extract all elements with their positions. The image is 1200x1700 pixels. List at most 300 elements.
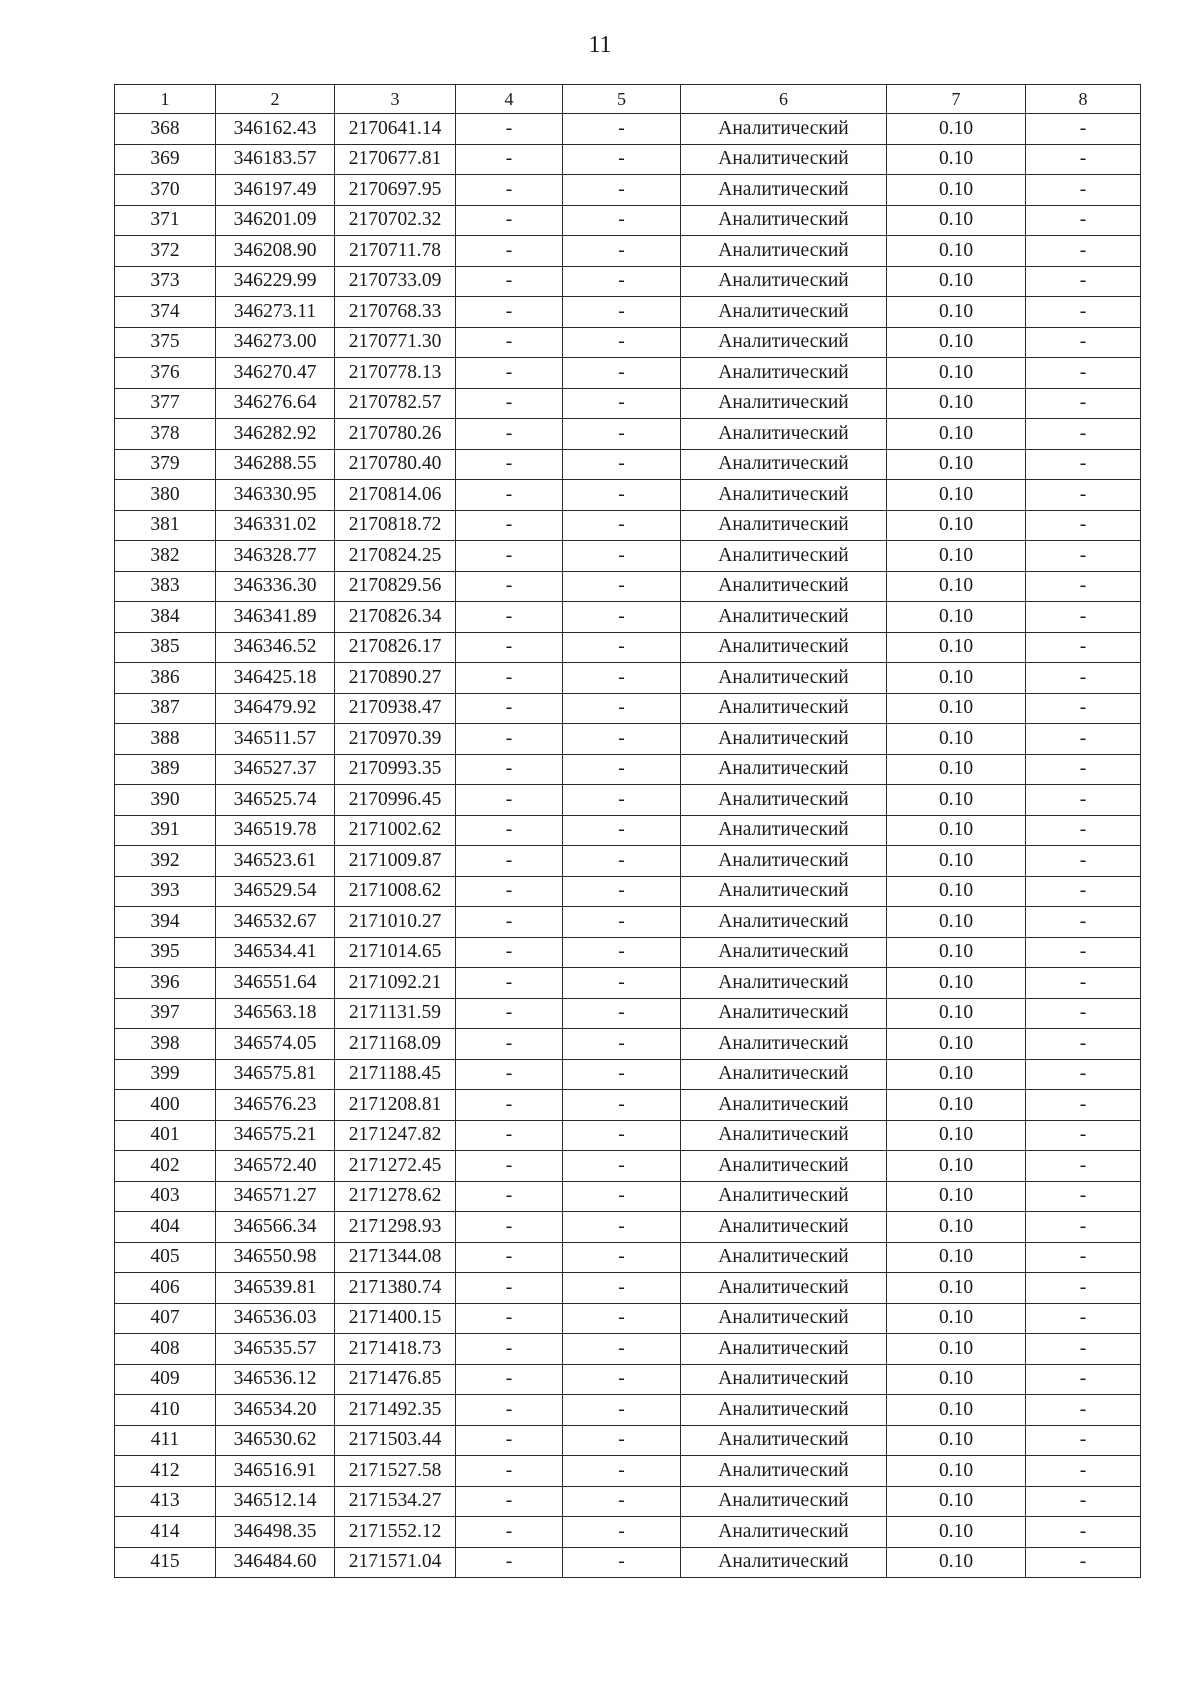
header-row bbox=[115, 85, 1141, 114]
table-row bbox=[115, 632, 1141, 663]
table-cell: 372 bbox=[115, 236, 216, 267]
table-cell: 0.10 bbox=[887, 1547, 1026, 1578]
table-cell: 346575.81 bbox=[216, 1059, 335, 1090]
table-cell: 346550.98 bbox=[216, 1242, 335, 1273]
table-cell: - bbox=[563, 846, 681, 877]
table-row bbox=[115, 1120, 1141, 1151]
table-cell: - bbox=[1026, 1273, 1141, 1304]
table-row bbox=[115, 1181, 1141, 1212]
table-cell: Аналитический bbox=[681, 144, 887, 175]
table-row bbox=[115, 846, 1141, 877]
table-cell: 405 bbox=[115, 1242, 216, 1273]
table-row bbox=[115, 1425, 1141, 1456]
table-cell: 2171008.62 bbox=[335, 876, 456, 907]
table-row bbox=[115, 876, 1141, 907]
table-cell: - bbox=[563, 1364, 681, 1395]
table-row bbox=[115, 937, 1141, 968]
table-cell: 412 bbox=[115, 1456, 216, 1487]
table-cell: 346519.78 bbox=[216, 815, 335, 846]
table-cell: Аналитический bbox=[681, 907, 887, 938]
table-cell: - bbox=[563, 1303, 681, 1334]
table-cell: 403 bbox=[115, 1181, 216, 1212]
table-row bbox=[115, 1273, 1141, 1304]
table-cell: - bbox=[456, 236, 563, 267]
table-cell: 2171571.04 bbox=[335, 1547, 456, 1578]
table-cell: 346529.54 bbox=[216, 876, 335, 907]
table-cell: 2171208.81 bbox=[335, 1090, 456, 1121]
table-cell: Аналитический bbox=[681, 327, 887, 358]
table-cell: Аналитический bbox=[681, 114, 887, 145]
table-cell: 0.10 bbox=[887, 937, 1026, 968]
table-cell: - bbox=[456, 1029, 563, 1060]
table-cell: Аналитический bbox=[681, 815, 887, 846]
table-cell: - bbox=[563, 907, 681, 938]
table-cell: - bbox=[456, 266, 563, 297]
table-cell: 391 bbox=[115, 815, 216, 846]
table-cell: 404 bbox=[115, 1212, 216, 1243]
table-cell: 0.10 bbox=[887, 724, 1026, 755]
table-cell: 2170702.32 bbox=[335, 205, 456, 236]
table-cell: Аналитический bbox=[681, 236, 887, 267]
column-header: 3 bbox=[335, 85, 456, 114]
table-cell: - bbox=[456, 1486, 563, 1517]
table-cell: - bbox=[456, 1425, 563, 1456]
table-cell: 390 bbox=[115, 785, 216, 816]
table-cell: - bbox=[1026, 1425, 1141, 1456]
column-header: 2 bbox=[216, 85, 335, 114]
table-cell: - bbox=[1026, 175, 1141, 206]
table-cell: 346331.02 bbox=[216, 510, 335, 541]
table-cell: 2171418.73 bbox=[335, 1334, 456, 1365]
table-cell: 346201.09 bbox=[216, 205, 335, 236]
table-cell: - bbox=[563, 1151, 681, 1182]
table-cell: - bbox=[456, 632, 563, 663]
table-cell: 368 bbox=[115, 114, 216, 145]
table-cell: 2171552.12 bbox=[335, 1517, 456, 1548]
table-cell: 346276.64 bbox=[216, 388, 335, 419]
table-cell: - bbox=[456, 876, 563, 907]
table-cell: 381 bbox=[115, 510, 216, 541]
table-cell: - bbox=[1026, 937, 1141, 968]
table-cell: - bbox=[456, 541, 563, 572]
table-cell: 2170733.09 bbox=[335, 266, 456, 297]
table-cell: 346566.34 bbox=[216, 1212, 335, 1243]
table-cell: - bbox=[563, 205, 681, 236]
table-cell: - bbox=[1026, 114, 1141, 145]
table-cell: 346527.37 bbox=[216, 754, 335, 785]
table-cell: - bbox=[563, 1395, 681, 1426]
table-cell: - bbox=[456, 297, 563, 328]
table-cell: - bbox=[456, 754, 563, 785]
table-cell: - bbox=[1026, 1517, 1141, 1548]
table-cell: Аналитический bbox=[681, 1242, 887, 1273]
table-row bbox=[115, 968, 1141, 999]
table-cell: 383 bbox=[115, 571, 216, 602]
table-cell: 379 bbox=[115, 449, 216, 480]
table-cell: 0.10 bbox=[887, 571, 1026, 602]
table-cell: - bbox=[1026, 1212, 1141, 1243]
table-cell: 2171492.35 bbox=[335, 1395, 456, 1426]
table-cell: Аналитический bbox=[681, 1212, 887, 1243]
table-cell: - bbox=[563, 541, 681, 572]
table-cell: 0.10 bbox=[887, 541, 1026, 572]
table-cell: - bbox=[456, 1517, 563, 1548]
table-cell: Аналитический bbox=[681, 1395, 887, 1426]
table-cell: Аналитический bbox=[681, 968, 887, 999]
table-cell: 2170938.47 bbox=[335, 693, 456, 724]
table-cell: - bbox=[563, 1212, 681, 1243]
table-cell: - bbox=[456, 205, 563, 236]
table-cell: - bbox=[1026, 358, 1141, 389]
table-cell: 346511.57 bbox=[216, 724, 335, 755]
table-cell: - bbox=[563, 754, 681, 785]
table-cell: - bbox=[1026, 968, 1141, 999]
table-row bbox=[115, 1395, 1141, 1426]
table-cell: - bbox=[1026, 327, 1141, 358]
table-cell: 346162.43 bbox=[216, 114, 335, 145]
table-cell: 401 bbox=[115, 1120, 216, 1151]
table-cell: Аналитический bbox=[681, 1303, 887, 1334]
table-cell: 380 bbox=[115, 480, 216, 511]
table-cell: - bbox=[456, 724, 563, 755]
table-row bbox=[115, 419, 1141, 450]
table-cell: - bbox=[1026, 236, 1141, 267]
table-cell: 375 bbox=[115, 327, 216, 358]
table-cell: 346282.92 bbox=[216, 419, 335, 450]
table-cell: 0.10 bbox=[887, 175, 1026, 206]
table-cell: 2171272.45 bbox=[335, 1151, 456, 1182]
table-cell: - bbox=[563, 937, 681, 968]
table-cell: 384 bbox=[115, 602, 216, 633]
table-cell: - bbox=[1026, 1242, 1141, 1273]
table-cell: - bbox=[1026, 1029, 1141, 1060]
coordinates-table bbox=[114, 84, 1141, 1578]
table-cell: 346530.62 bbox=[216, 1425, 335, 1456]
table-cell: 2170890.27 bbox=[335, 663, 456, 694]
table-row bbox=[115, 1242, 1141, 1273]
table-cell: - bbox=[456, 1181, 563, 1212]
table-cell: Аналитический bbox=[681, 419, 887, 450]
table-cell: - bbox=[1026, 632, 1141, 663]
table-cell: - bbox=[563, 1273, 681, 1304]
table-cell: - bbox=[1026, 693, 1141, 724]
table-cell: - bbox=[456, 114, 563, 145]
table-cell: 0.10 bbox=[887, 846, 1026, 877]
table-cell: 346288.55 bbox=[216, 449, 335, 480]
table-cell: 346512.14 bbox=[216, 1486, 335, 1517]
table-row bbox=[115, 1303, 1141, 1334]
table-cell: 0.10 bbox=[887, 388, 1026, 419]
table-cell: 346484.60 bbox=[216, 1547, 335, 1578]
table-cell: 2170826.17 bbox=[335, 632, 456, 663]
table-cell: 0.10 bbox=[887, 1334, 1026, 1365]
table-cell: 2170818.72 bbox=[335, 510, 456, 541]
table-cell: - bbox=[456, 1242, 563, 1273]
table-cell: - bbox=[456, 510, 563, 541]
table-cell: 2171476.85 bbox=[335, 1364, 456, 1395]
table-cell: 413 bbox=[115, 1486, 216, 1517]
table-cell: 382 bbox=[115, 541, 216, 572]
table-cell: 2170782.57 bbox=[335, 388, 456, 419]
table-cell: 2170993.35 bbox=[335, 754, 456, 785]
table-cell: - bbox=[563, 1029, 681, 1060]
table-row bbox=[115, 1334, 1141, 1365]
table-cell: Аналитический bbox=[681, 297, 887, 328]
table-cell: Аналитический bbox=[681, 1486, 887, 1517]
table-cell: - bbox=[456, 175, 563, 206]
table-cell: 0.10 bbox=[887, 785, 1026, 816]
table-cell: - bbox=[456, 998, 563, 1029]
table-cell: Аналитический bbox=[681, 998, 887, 1029]
table-cell: 392 bbox=[115, 846, 216, 877]
table-cell: Аналитический bbox=[681, 1425, 887, 1456]
table-cell: Аналитический bbox=[681, 754, 887, 785]
table-cell: 346534.41 bbox=[216, 937, 335, 968]
table-cell: 2170641.14 bbox=[335, 114, 456, 145]
table-row bbox=[115, 358, 1141, 389]
table-cell: 2170829.56 bbox=[335, 571, 456, 602]
table-cell: 346576.23 bbox=[216, 1090, 335, 1121]
table-cell: 0.10 bbox=[887, 1212, 1026, 1243]
table-cell: - bbox=[563, 1334, 681, 1365]
table-cell: - bbox=[563, 297, 681, 328]
table-row bbox=[115, 144, 1141, 175]
table-cell: 346341.89 bbox=[216, 602, 335, 633]
table-cell: 394 bbox=[115, 907, 216, 938]
table-cell: 2171527.58 bbox=[335, 1456, 456, 1487]
table-cell: 2170780.40 bbox=[335, 449, 456, 480]
table-cell: 0.10 bbox=[887, 1395, 1026, 1426]
table-cell: 0.10 bbox=[887, 754, 1026, 785]
table-cell: - bbox=[563, 1456, 681, 1487]
table-cell: Аналитический bbox=[681, 632, 887, 663]
table-cell: 0.10 bbox=[887, 1120, 1026, 1151]
table-cell: 2170771.30 bbox=[335, 327, 456, 358]
table-cell: 2171278.62 bbox=[335, 1181, 456, 1212]
table-cell: 406 bbox=[115, 1273, 216, 1304]
table-cell: 400 bbox=[115, 1090, 216, 1121]
table-cell: - bbox=[563, 1547, 681, 1578]
table-cell: 346270.47 bbox=[216, 358, 335, 389]
table-cell: 0.10 bbox=[887, 297, 1026, 328]
table-cell: 346208.90 bbox=[216, 236, 335, 267]
table-cell: - bbox=[1026, 144, 1141, 175]
table-cell: Аналитический bbox=[681, 480, 887, 511]
table-cell: 0.10 bbox=[887, 876, 1026, 907]
table-cell: - bbox=[1026, 571, 1141, 602]
table-cell: Аналитический bbox=[681, 510, 887, 541]
table-cell: 0.10 bbox=[887, 114, 1026, 145]
table-row bbox=[115, 1486, 1141, 1517]
table-row bbox=[115, 602, 1141, 633]
table-cell: - bbox=[563, 693, 681, 724]
table-cell: - bbox=[563, 663, 681, 694]
table-cell: 0.10 bbox=[887, 907, 1026, 938]
table-cell: 2170778.13 bbox=[335, 358, 456, 389]
table-row bbox=[115, 663, 1141, 694]
table-cell: 346523.61 bbox=[216, 846, 335, 877]
table-cell: - bbox=[563, 1059, 681, 1090]
table-cell: Аналитический bbox=[681, 1273, 887, 1304]
table-cell: 346575.21 bbox=[216, 1120, 335, 1151]
page-number: 11 bbox=[588, 32, 612, 58]
table-cell: 414 bbox=[115, 1517, 216, 1548]
table-cell: 398 bbox=[115, 1029, 216, 1060]
table-cell: 346197.49 bbox=[216, 175, 335, 206]
table-cell: - bbox=[563, 602, 681, 633]
table-cell: 2171534.27 bbox=[335, 1486, 456, 1517]
table-cell: 2170996.45 bbox=[335, 785, 456, 816]
table-cell: - bbox=[563, 785, 681, 816]
table-cell: 395 bbox=[115, 937, 216, 968]
table-row bbox=[115, 297, 1141, 328]
table-cell: 376 bbox=[115, 358, 216, 389]
table-cell: Аналитический bbox=[681, 602, 887, 633]
table-cell: - bbox=[456, 785, 563, 816]
table-cell: 369 bbox=[115, 144, 216, 175]
table-cell: - bbox=[563, 449, 681, 480]
table-cell: - bbox=[563, 876, 681, 907]
table-cell: - bbox=[563, 510, 681, 541]
table-cell: 2170814.06 bbox=[335, 480, 456, 511]
table-cell: 346532.67 bbox=[216, 907, 335, 938]
table-cell: 346539.81 bbox=[216, 1273, 335, 1304]
table-cell: Аналитический bbox=[681, 663, 887, 694]
table-cell: - bbox=[456, 1334, 563, 1365]
table-cell: 374 bbox=[115, 297, 216, 328]
table-cell: 393 bbox=[115, 876, 216, 907]
table-cell: Аналитический bbox=[681, 175, 887, 206]
table-cell: - bbox=[1026, 510, 1141, 541]
table-cell: 0.10 bbox=[887, 1456, 1026, 1487]
table-cell: - bbox=[1026, 1303, 1141, 1334]
table-cell: Аналитический bbox=[681, 1151, 887, 1182]
table-cell: 0.10 bbox=[887, 1364, 1026, 1395]
table-cell: - bbox=[563, 388, 681, 419]
table-row bbox=[115, 785, 1141, 816]
table-cell: - bbox=[1026, 876, 1141, 907]
table-cell: 0.10 bbox=[887, 1151, 1026, 1182]
table-cell: - bbox=[563, 1242, 681, 1273]
table-cell: - bbox=[456, 388, 563, 419]
table-cell: 0.10 bbox=[887, 1303, 1026, 1334]
table-cell: 346498.35 bbox=[216, 1517, 335, 1548]
table-row bbox=[115, 480, 1141, 511]
table-cell: - bbox=[456, 571, 563, 602]
table-row bbox=[115, 114, 1141, 145]
table-cell: 0.10 bbox=[887, 1090, 1026, 1121]
table-cell: 396 bbox=[115, 968, 216, 999]
table-cell: 410 bbox=[115, 1395, 216, 1426]
table-cell: - bbox=[456, 1120, 563, 1151]
table-cell: - bbox=[1026, 1181, 1141, 1212]
table-cell: 2171344.08 bbox=[335, 1242, 456, 1273]
table-cell: 346572.40 bbox=[216, 1151, 335, 1182]
table-cell: - bbox=[1026, 1334, 1141, 1365]
table-cell: 0.10 bbox=[887, 1181, 1026, 1212]
table-cell: - bbox=[456, 1364, 563, 1395]
table-row bbox=[115, 724, 1141, 755]
table-cell: - bbox=[456, 449, 563, 480]
table-cell: 346479.92 bbox=[216, 693, 335, 724]
table-cell: 2171188.45 bbox=[335, 1059, 456, 1090]
table-cell: 2170697.95 bbox=[335, 175, 456, 206]
table-cell: 346229.99 bbox=[216, 266, 335, 297]
table-header bbox=[115, 85, 1141, 114]
table-row bbox=[115, 1364, 1141, 1395]
table-cell: Аналитический bbox=[681, 1090, 887, 1121]
table-cell: - bbox=[563, 1120, 681, 1151]
table-cell: 0.10 bbox=[887, 480, 1026, 511]
table-cell: Аналитический bbox=[681, 388, 887, 419]
table-cell: 0.10 bbox=[887, 1273, 1026, 1304]
table-cell: 2171298.93 bbox=[335, 1212, 456, 1243]
table-cell: 0.10 bbox=[887, 327, 1026, 358]
table-cell: Аналитический bbox=[681, 937, 887, 968]
table-cell: - bbox=[456, 1303, 563, 1334]
table-cell: 0.10 bbox=[887, 205, 1026, 236]
table-cell: 388 bbox=[115, 724, 216, 755]
table-cell: - bbox=[563, 632, 681, 663]
table-cell: - bbox=[456, 907, 563, 938]
table-cell: 2171092.21 bbox=[335, 968, 456, 999]
table-cell: - bbox=[563, 724, 681, 755]
table-cell: 346183.57 bbox=[216, 144, 335, 175]
table-row bbox=[115, 236, 1141, 267]
table-cell: - bbox=[456, 815, 563, 846]
table-cell: - bbox=[1026, 602, 1141, 633]
table-cell: - bbox=[563, 571, 681, 602]
table-cell: Аналитический bbox=[681, 266, 887, 297]
table-cell: 346336.30 bbox=[216, 571, 335, 602]
table-cell: - bbox=[456, 419, 563, 450]
table-cell: 0.10 bbox=[887, 663, 1026, 694]
table-cell: 2170824.25 bbox=[335, 541, 456, 572]
table-cell: 397 bbox=[115, 998, 216, 1029]
table-cell: 0.10 bbox=[887, 1517, 1026, 1548]
table-row bbox=[115, 388, 1141, 419]
table-cell: 399 bbox=[115, 1059, 216, 1090]
table-cell: - bbox=[1026, 785, 1141, 816]
table-cell: - bbox=[456, 1273, 563, 1304]
table-cell: - bbox=[1026, 1059, 1141, 1090]
table-cell: - bbox=[456, 1547, 563, 1578]
table-cell: 346551.64 bbox=[216, 968, 335, 999]
table-row bbox=[115, 1059, 1141, 1090]
table-cell: Аналитический bbox=[681, 1456, 887, 1487]
table-cell: 346346.52 bbox=[216, 632, 335, 663]
table-cell: 346535.57 bbox=[216, 1334, 335, 1365]
table-cell: 0.10 bbox=[887, 815, 1026, 846]
table-cell: - bbox=[456, 358, 563, 389]
table-cell: 0.10 bbox=[887, 1486, 1026, 1517]
table-cell: 2170970.39 bbox=[335, 724, 456, 755]
table-cell: Аналитический bbox=[681, 876, 887, 907]
table-cell: Аналитический bbox=[681, 693, 887, 724]
table-cell: 2170780.26 bbox=[335, 419, 456, 450]
table-cell: Аналитический bbox=[681, 1364, 887, 1395]
table-cell: - bbox=[456, 1212, 563, 1243]
table-cell: - bbox=[563, 1517, 681, 1548]
table-cell: 0.10 bbox=[887, 419, 1026, 450]
table-row bbox=[115, 693, 1141, 724]
table-row bbox=[115, 1090, 1141, 1121]
column-header: 4 bbox=[456, 85, 563, 114]
table-cell: 2171503.44 bbox=[335, 1425, 456, 1456]
table-cell: - bbox=[1026, 846, 1141, 877]
table-cell: - bbox=[1026, 907, 1141, 938]
table-row bbox=[115, 1151, 1141, 1182]
